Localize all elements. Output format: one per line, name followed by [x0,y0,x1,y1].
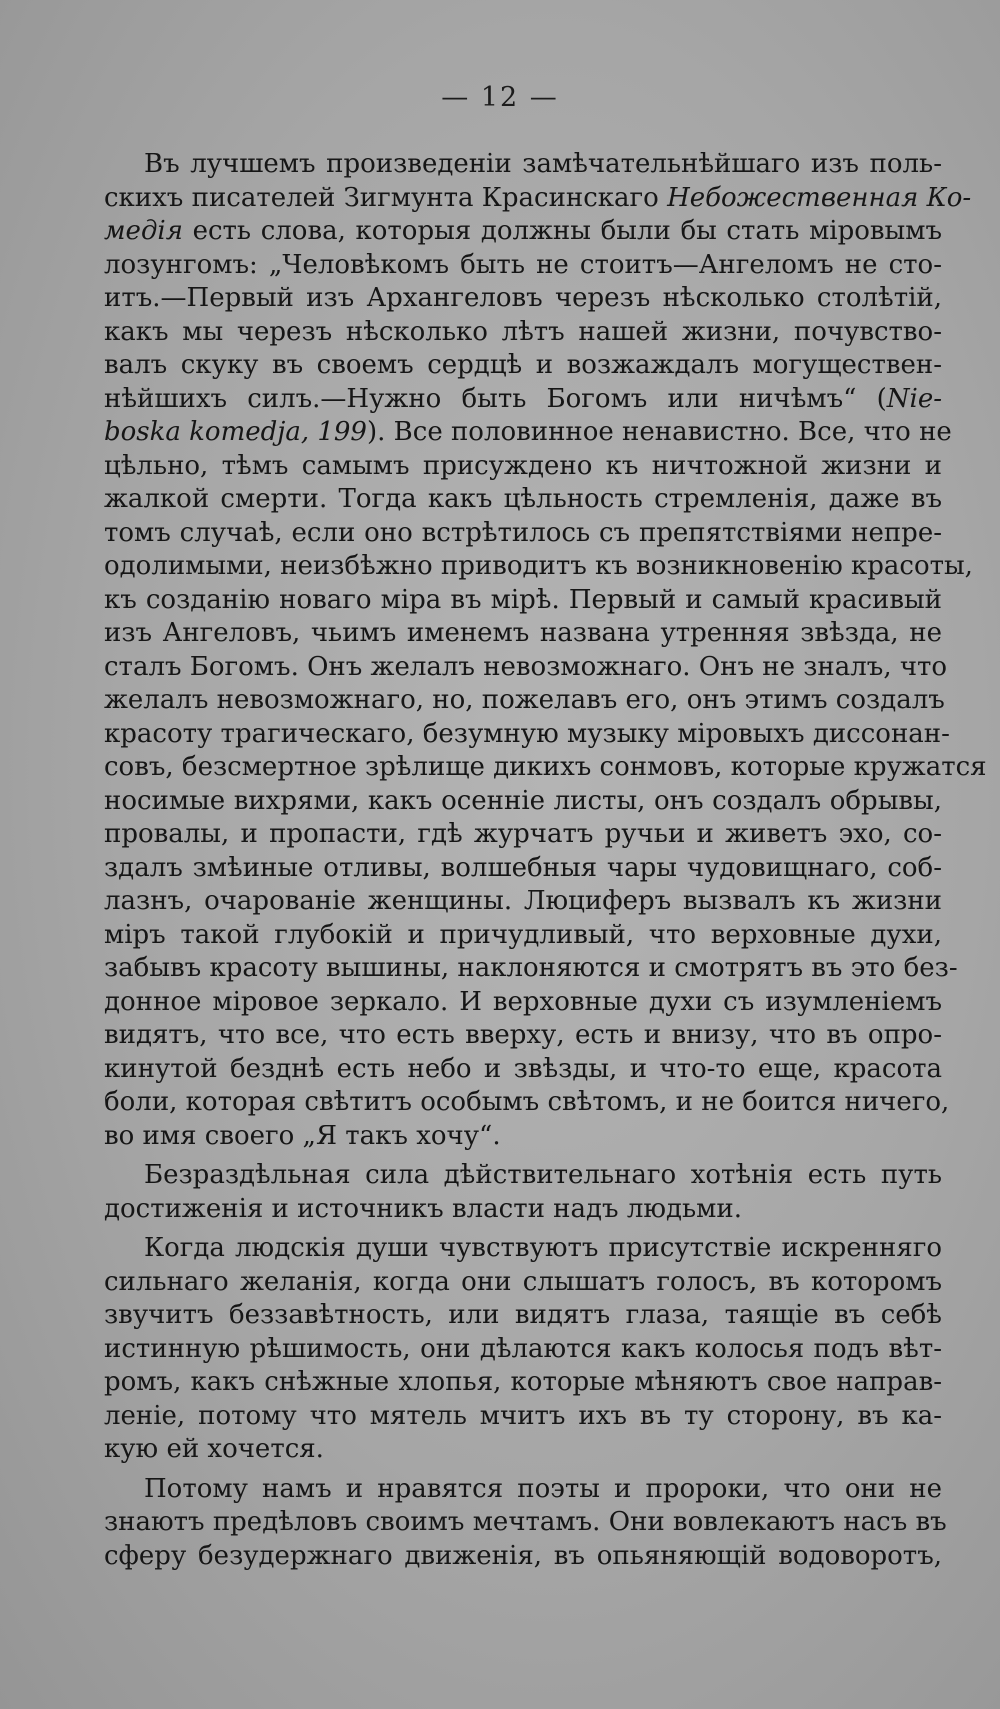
text-run: здалъ змѣиные отливы, волшебныя чары чудовищнаго, соб- [104,852,942,883]
text-run: провалы, и пропасти, гдѣ журчатъ ручьи и живетъ эхо, со- [104,819,942,849]
text-run: сферу безудержнаго движенiя, въ опьяняющiй водоворотъ, [104,1540,942,1571]
text-line [104,1053,942,1087]
text-run: Потому намъ и нравятся поэты и пророки, что они не [144,1473,942,1504]
text-run: одолимыми, неизбѣжно приводитъ къ возникновенiю красоты, [104,551,973,581]
text-run: къ созданiю новаго мiра въ мiрѣ. Первый и самый красивый [104,584,942,615]
paragraph [104,1232,942,1467]
text-run: кую ей хочется. [104,1434,324,1464]
text-line [104,919,942,953]
italic-text: Nie- [886,383,942,414]
text-run: итъ.—Первый изъ Архангеловъ черезъ нѣсколько столѣтiй, [104,283,942,313]
text-line [104,316,942,350]
text-line [104,852,942,886]
text-run: во имя своего „Я такъ хочу“. [104,1120,501,1151]
text-run: желалъ невозможнаго, но, пожелавъ его, онъ этимъ создалъ [104,685,945,715]
page-number: — 12 — [441,82,559,113]
italic-text: медія [104,216,183,246]
text-run: ленiе, потому что мятель мчитъ ихъ въ ту сторону, въ ка- [104,1400,942,1431]
text-run: какъ мы черезъ нѣсколько лѣтъ нашей жизни, почувство- [104,316,942,347]
text-line [104,818,942,852]
text-line [104,416,952,450]
text-line [104,1506,947,1540]
text-run: Въ лучшемъ произведенiи замѣчательнѣйшаго изъ поль- [144,149,942,179]
text-line [104,584,942,618]
italic-text: Небожественная Ко- [667,182,972,213]
text-run: звучитъ беззавѣтность, или видятъ глаза, таящiе въ себѣ [104,1300,942,1330]
text-run: цѣльно, тѣмъ самымъ присуждено къ ничтожной жизни и [104,450,942,481]
text-line [104,1433,942,1467]
text-line [104,450,942,484]
text-run: донное мiровое зеркало. И верховные духи съ изумленiемъ [104,986,942,1017]
text-line [104,383,942,417]
text-line [104,1086,950,1120]
text-line [104,1333,942,1367]
text-run: сильнаго желанiя, когда они слышатъ голосъ, въ которомъ [104,1266,942,1297]
paragraph [104,1473,947,1574]
text-run: носимые вихрями, какъ осеннiе листы, онъ создалъ обрывы, [104,785,942,816]
text-line [104,1366,942,1400]
text-line [104,282,942,316]
text-line [104,182,972,216]
text-run: видятъ, что все, что есть вверху, есть и внизу, что въ опро- [104,1020,942,1050]
text-run: жалкой смерти. Тогда какъ цѣльность стремленiя, даже въ [104,484,942,514]
text-line [104,952,958,986]
text-line [104,1299,942,1333]
text-line [104,148,942,182]
text-line [104,1120,942,1154]
text-run: знаютъ предѣловъ своимъ мечтамъ. Они вовлекаютъ насъ въ [104,1507,947,1537]
text-line [104,215,942,249]
text-line [104,349,942,383]
text-run: скихъ писателей Зигмунта Красинскаго [104,182,668,213]
text-line [104,651,948,685]
text-run: боли, которая свѣтитъ особымъ свѣтомъ, и не боится ничего, [104,1087,950,1117]
text-run: томъ случаѣ, если оно встрѣтилось съ препятствiями непре- [104,517,942,548]
text-run: Безраздѣльная сила дѣйствительнаго хотѣнiя есть путь [144,1160,942,1190]
body-text [104,148,987,1579]
text-line [104,249,942,283]
text-run: достиженiя и источникъ власти надъ людьми. [104,1193,742,1224]
text-line [104,1019,942,1053]
text-run: забывъ красоту вышины, наклоняются и смотрятъ въ это без- [104,953,958,983]
text-run: нѣйшихъ силъ.—Нужно быть Богомъ или ничѣмъ“ ( [104,383,887,414]
text-run: валъ скуку въ своемъ сердцѣ и возжаждалъ могуществен- [104,350,942,380]
text-line [104,1540,942,1574]
italic-text: boska komedja, 199 [104,417,367,447]
paragraph [104,148,987,1153]
text-run: совъ, безсмертное зрѣлище дикихъ сонмовъ, которые кружатся [104,752,987,782]
text-line [104,986,942,1020]
text-run: ромъ, какъ снѣжные хлопья, которые мѣняютъ свое направ- [104,1367,942,1397]
text-line [104,617,942,651]
text-line [104,1232,942,1266]
text-run: Когда людскiя души чувствуютъ присутствiе искренняго [144,1233,942,1263]
text-line [104,1400,942,1434]
text-run: лозунгомъ: „Человѣкомъ быть не стоитъ—Ангеломъ не сто- [104,249,942,280]
text-line [104,1159,942,1193]
text-run: сталъ Богомъ. Онъ желалъ невозможнаго. Онъ не зналъ, что [104,651,948,682]
text-line [104,785,942,819]
text-line [104,550,973,584]
text-run: изъ Ангеловъ, чьимъ именемъ названа утренняя звѣзда, не [104,618,942,648]
text-line [104,1266,942,1300]
text-line [104,684,945,718]
text-line [104,483,942,517]
text-line [104,517,942,551]
text-run: мiръ такой глубокiй и причудливый, что верховные духи, [104,919,942,950]
text-run: ). Все половинное ненавистно. Все, что не [366,417,952,447]
paragraph [104,1159,942,1226]
text-line [104,718,950,752]
text-run: лазнъ, очарованiе женщины. Люциферъ вызвалъ къ жизни [104,886,942,916]
text-run: красоту трагическаго, безумную музыку мiровыхъ диссонан- [104,718,950,749]
text-line [104,1193,942,1227]
text-line [104,1473,942,1507]
text-run: истинную рѣшимость, они дѣлаются какъ колосья подъ вѣт- [104,1333,942,1364]
text-line [104,885,942,919]
text-line [104,751,987,785]
text-run: кинутой безднѣ есть небо и звѣзды, и что-то еще, красота [104,1053,942,1084]
text-run: есть слова, которыя должны были бы стать мiровымъ [182,216,942,246]
